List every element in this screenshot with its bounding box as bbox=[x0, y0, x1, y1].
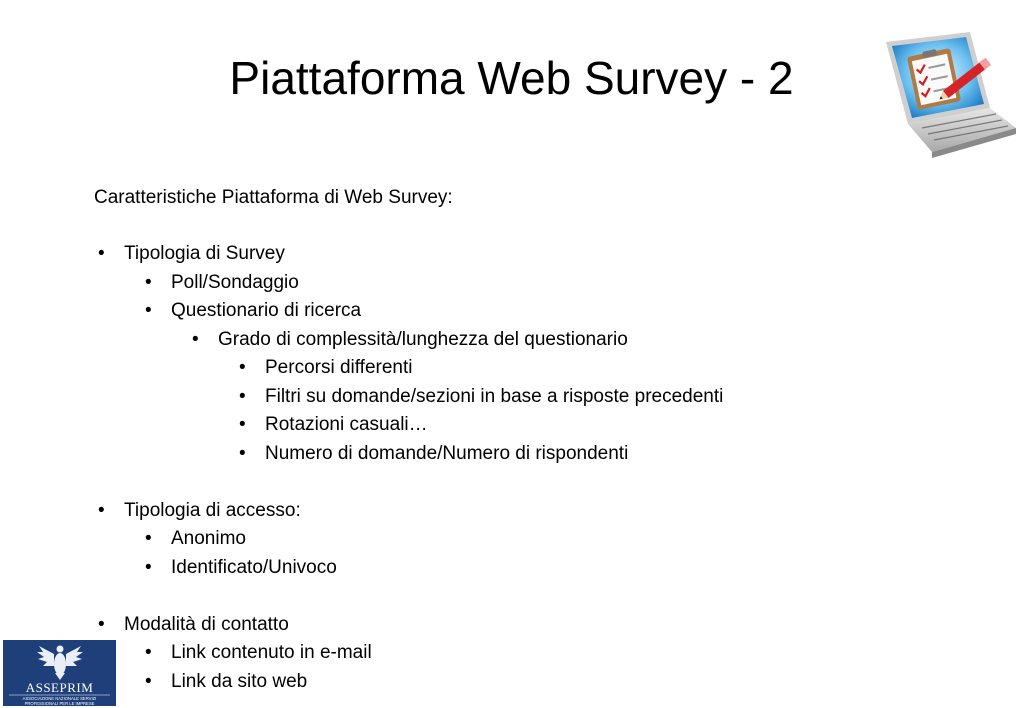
bullet-icon: • bbox=[145, 642, 152, 663]
bullet-text: Link contenuto in e-mail bbox=[171, 642, 372, 663]
bullet-item-level-2 bbox=[94, 269, 723, 298]
bullet-icon: • bbox=[239, 385, 246, 407]
bullet-item-level-1 bbox=[94, 240, 723, 269]
slide-title: Piattaforma Web Survey - 2 bbox=[229, 52, 794, 104]
bullet-text: Tipologia di Survey bbox=[124, 243, 285, 264]
asseprim-logo bbox=[3, 640, 116, 706]
bullet-icon: • bbox=[145, 670, 152, 692]
bullet-text: Modalità di contatto bbox=[124, 613, 289, 635]
bullet-item-level-2 bbox=[94, 554, 723, 583]
list-spacer bbox=[94, 468, 723, 497]
bullet-text: Tipologia di accesso: bbox=[124, 499, 301, 521]
bullet-item-level-4 bbox=[94, 411, 723, 440]
bullet-icon: • bbox=[98, 243, 105, 264]
svg-text:ASSEPRIM: ASSEPRIM bbox=[25, 680, 94, 695]
bullet-text: Filtri su domande/sezioni in base a risposte precedenti bbox=[265, 385, 724, 407]
bullet-icon: • bbox=[145, 528, 152, 549]
bullet-text: Grado di complessità/lunghezza del questionario bbox=[218, 328, 628, 350]
bullet-item-level-2 bbox=[94, 297, 723, 326]
bullet-text: Rotazioni casuali… bbox=[265, 414, 428, 435]
svg-text:ASSOCIAZIONE NAZIONALE SERVIZI: ASSOCIAZIONE NAZIONALE SERVIZI bbox=[22, 696, 97, 701]
bullet-icon: • bbox=[239, 414, 246, 435]
bullet-item-level-2 bbox=[94, 525, 723, 554]
bullet-text: Identificato/Univoco bbox=[171, 556, 337, 578]
bullet-item-level-1 bbox=[94, 611, 723, 640]
list-spacer bbox=[94, 582, 723, 611]
bullet-icon: • bbox=[145, 556, 152, 578]
bullet-icon: • bbox=[192, 328, 199, 350]
bullet-icon: • bbox=[98, 613, 105, 635]
svg-text:PROFESSIONALI PER LE IMPRESE: PROFESSIONALI PER LE IMPRESE bbox=[24, 701, 95, 706]
bullet-item-level-3 bbox=[94, 326, 723, 355]
bullet-icon: • bbox=[239, 442, 246, 464]
bullet-text: Numero di domande/Numero di rispondenti bbox=[265, 442, 629, 464]
bullet-text: Questionario di ricerca bbox=[171, 300, 362, 321]
bullet-text: Anonimo bbox=[171, 528, 246, 549]
bullet-list bbox=[94, 240, 723, 696]
bullet-icon: • bbox=[239, 357, 246, 378]
bullet-icon: • bbox=[98, 499, 105, 521]
bullet-item-level-2 bbox=[94, 668, 723, 697]
bullet-icon: • bbox=[145, 300, 152, 321]
bullet-item-level-2 bbox=[94, 639, 723, 668]
bullet-text: Link da sito web bbox=[171, 670, 308, 692]
bullet-item-level-4 bbox=[94, 440, 723, 469]
laptop-checklist-icon bbox=[878, 28, 1018, 158]
bullet-text: Poll/Sondaggio bbox=[171, 271, 299, 293]
bullet-item-level-4 bbox=[94, 383, 723, 412]
intro-text: Caratteristiche Piattaforma di Web Survey: bbox=[94, 187, 453, 208]
bullet-item-level-4 bbox=[94, 354, 723, 383]
bullet-text: Percorsi differenti bbox=[265, 357, 413, 378]
bullet-icon: • bbox=[145, 271, 152, 293]
bullet-item-level-1 bbox=[94, 497, 723, 526]
